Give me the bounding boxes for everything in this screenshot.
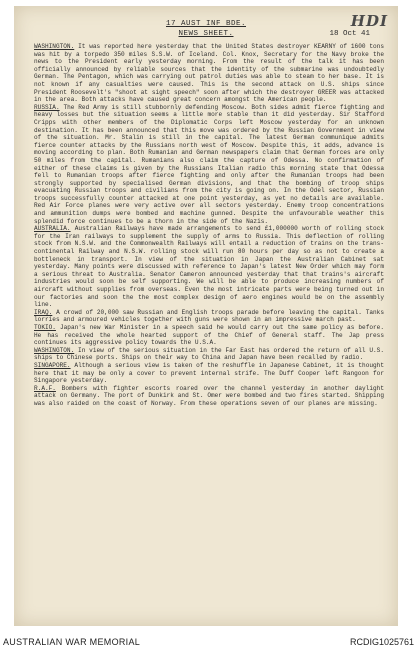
paragraph-text: A crowd of 20,000 saw Russian and English troops parade before leaving the capital. Tanks lorries and armoured vehicles together with guns were shown in an impressive march past. <box>34 308 384 324</box>
document-body <box>34 43 384 408</box>
footer-institution: AUSTRALIAN WAR MEMORIAL <box>3 637 141 647</box>
paragraph-text: Bombers with fighter escorts roared over the channel yesterday in another daylight attack on Germany. The port of Dunkirk and St. Omer were bombed and two fires started. Shipping was also raided on the coast of Norway. From these operations seven of our planes are missing. <box>34 384 384 407</box>
section-heading: TOKIO. <box>34 323 56 331</box>
paragraph <box>34 385 384 408</box>
paragraph-text: Australian Railways have made arrangements to send £1,000000 worth of rolling stock for the Iran railways to supplement the supply of arms to Russia. This deflection of rolling stock from N.S.W. and the Commonwealth Railways will entail a reduction of trains on the trans-continental Railway and N.S.W. rolling stock will run 80 hours per day so as not to create a bottleneck in transport. In view of the situation in Japan the Australian Cabinet sat yesterday. Many points were discussed with reference to Japan's latest New Order which may form a serious threat to Australia. Senator Cameron announced yesterday that that trains's aircraft industries would soon be self supporting. We will be able to produce increasing numbers of aircraft without supplies from overseas. Even the most intricate parts were being turned out in our factories and soon the the most complex design of aero engines would be on the assembly line. <box>34 225 384 309</box>
section-heading: R.A.F. <box>34 384 56 392</box>
footer-bar <box>0 630 418 654</box>
paragraph-text: It was reported here yesterday that the United States destroyer KEARNY of 1600 tons was hit by a torpedo 350 miles S.S.W. of Iceland. Col. Knox, Secretary for the Navy broke the news to the President early yesterday morning. From the result of the talk it has been officially announced by reliable sources that the identity of the submarine was undoubtedly German. The Pentagon, which was carrying out patrol duties was able to steam to her base. It is not known if any casualties were caused. This is the second attack on U.S. ships since President Roosevelt's "shoot at sight speech" soon after which the destroyer GREER was attacked in the area. Both attacks have caused great concern amongst the American people. <box>34 43 384 104</box>
section-heading: RUSSIA. <box>34 103 60 111</box>
paragraph-text: Although a serious view is taken of the reshuffle in Japanese Cabinet, it is thought here that it may be only a cover to prevent internal strife. The Duff Cooper left Rangoon for Singapore yesterday. <box>34 361 384 385</box>
document-date: 18 Oct 41 <box>329 30 370 38</box>
paragraph-text: Japan's new War Minister in a speech said he would carry out the same policy as before. He has received the whole hearted support of the Chief of General staff. The Jap press continues its aggressive policy towards the U.S.A. <box>34 323 384 347</box>
section-heading: WASHINGTON. <box>34 43 75 50</box>
section-heading: AUSTRALIA. <box>34 225 71 233</box>
paragraph <box>34 225 384 309</box>
paragraph <box>34 43 384 104</box>
paragraph <box>34 324 384 347</box>
footer-record-id: RCDIG1025761 <box>349 637 414 647</box>
paragraph-text: The Red Army is still stubbornly defending Moscow. Both sides admit fierce fighting and heavy losses but the situation seems a little more stable than it did yesterday. Sir Stafford Cripps with other members of the Diplomatic Corps left Moscow yesterday for an unknown destination. It has been announced that this move was ordered by the Russian Government in view of the situation. Mr. Stalin is still in the capital. The latest German communique admits fierce counter attacks by the Russians north west of Moscow. Despite this, it adds, advance is moving according to plan. Both Rumanian and German newspapers claim that German forces are only 50 miles from the capital. Rumanians also claim the capture of Odessa. No confirmation of either of these claims is given by the Russians Italian radio this morning state that Odessa fell to Rumanian troops after fierce fighting and only after the Rumanian troops had been strongly supported by specialised German divisions, and that the bombing of troop ships evacuating Russian troops and civilians from the city is going on. In the Odel sector, Russian troops successfully counter attacked at one point yesterday, as yet no details are available. Red Air Force planes were very active over all sectors yesterday. Enemy troop concentrations and ammunition dumps were bombed and machine gunned. Despite the unfavourable weather this splendid force continues to be a thorn in the side of the Nazis. <box>34 103 384 225</box>
header-unit: 17 AUST INF BDE. <box>165 20 246 28</box>
section-heading: WASHINGTON. <box>34 346 75 354</box>
paragraph <box>34 362 384 385</box>
header-title: NEWS SHEET. <box>178 30 234 38</box>
paragraph <box>34 347 384 362</box>
paragraph <box>34 309 384 324</box>
paragraph-text: In view of the serious situation in the Far East has ordered the return of all U.S. ships to Chinese ports. Ships on their way to China and Japan have been recalled by radio. <box>34 346 384 362</box>
document-page <box>14 6 398 626</box>
section-heading: IRAQ. <box>34 308 53 316</box>
handwritten-mark: HDI <box>350 12 388 30</box>
paragraph <box>34 104 384 226</box>
section-heading: SINGAPORE. <box>34 361 71 369</box>
